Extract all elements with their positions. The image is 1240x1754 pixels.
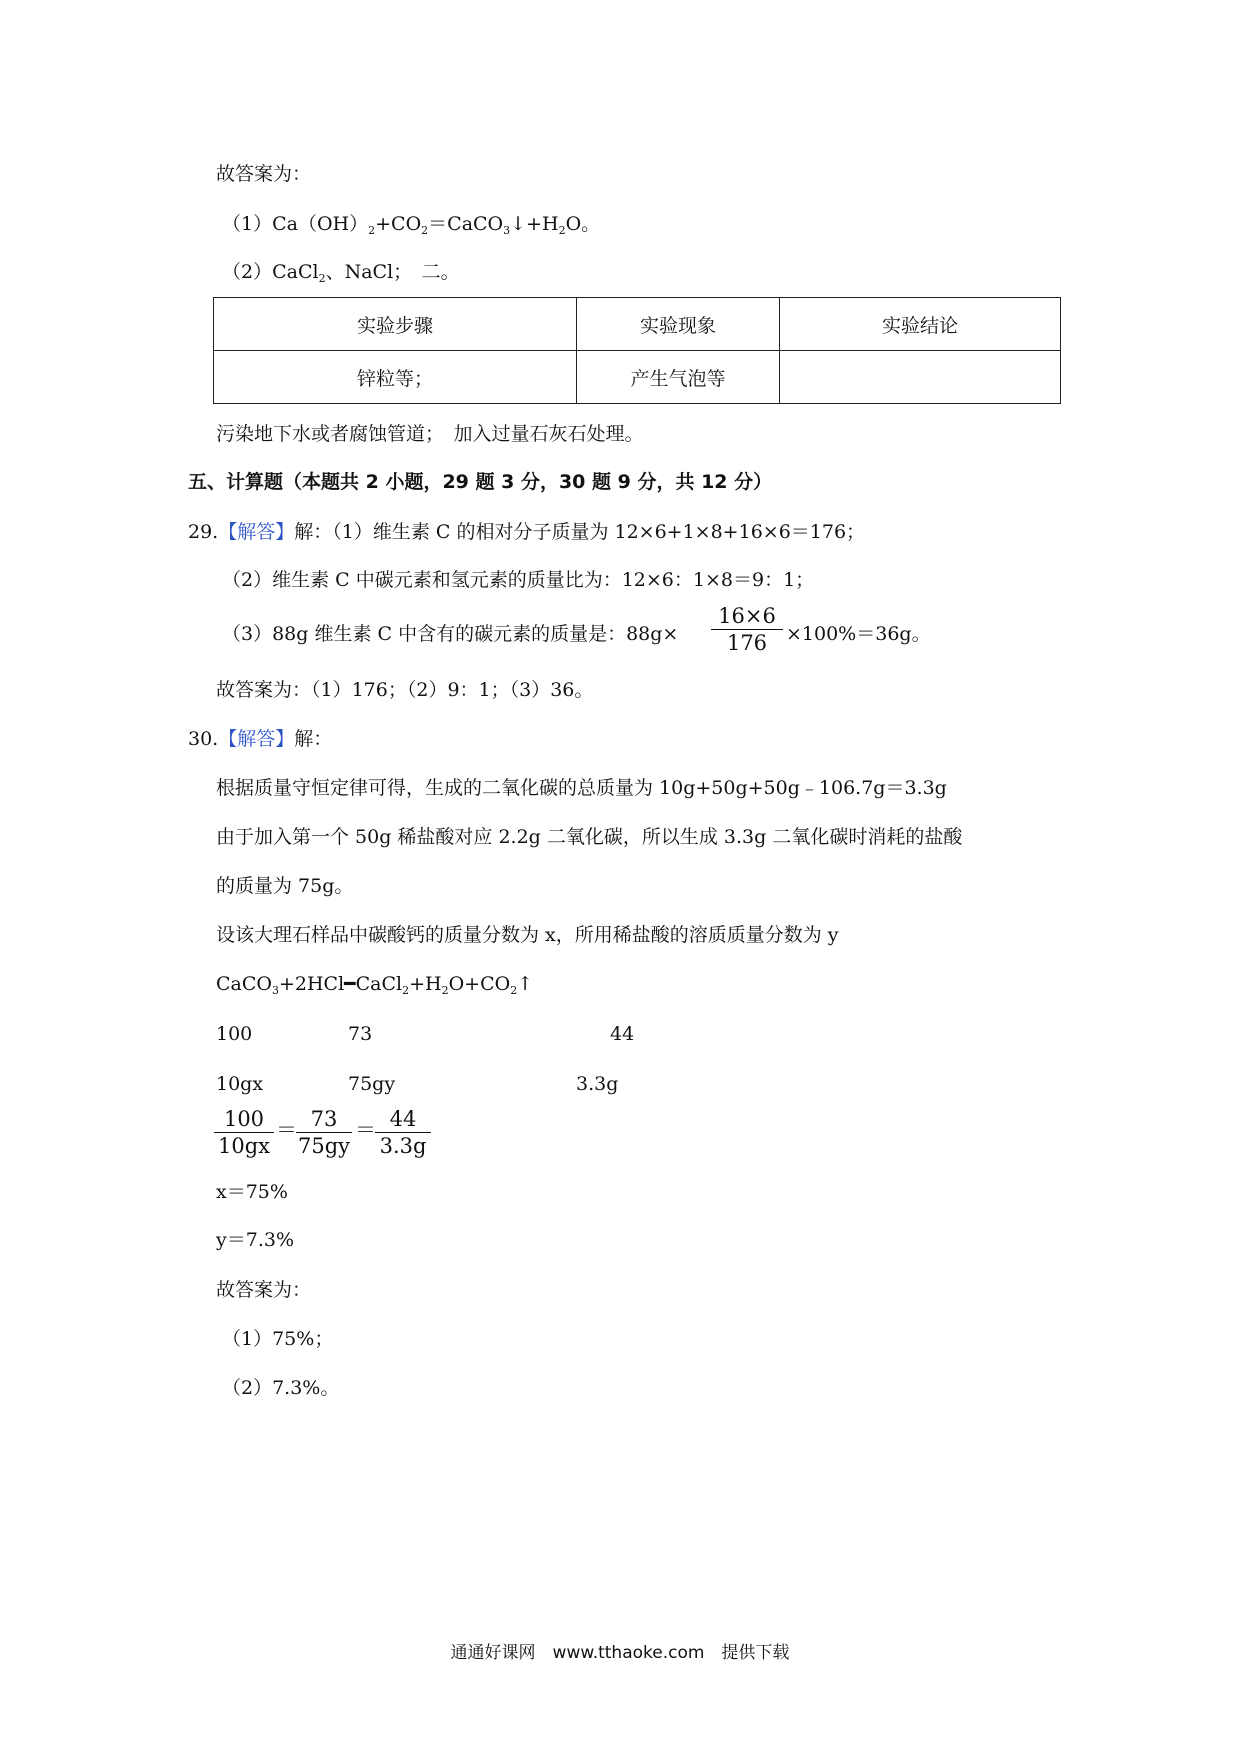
ratio-value: 10gx (216, 1073, 264, 1095)
equals-sign: ＝ (276, 1118, 297, 1142)
table-cell (780, 351, 1061, 404)
ratio-value: 73 (348, 1023, 373, 1045)
q30-paragraph-1: 根据质量守恒定律可得，生成的二氧化碳的总质量为 10g+50g+50g﹣106.7g＝3.3g (216, 777, 947, 799)
q29-line-1: 29.【解答】解：（1）维生素 C 的相对分子质量为 12×6+1×8+16×6＝176； (188, 521, 866, 543)
chemical-equation: $CaCO_3+2HCl━CaCl_2+H_2O+CO_2↑$ (216, 973, 534, 997)
y-result: y＝7.3% (216, 1229, 295, 1251)
answer-heading: 故答案为： (216, 163, 312, 185)
x-result: x＝75% (216, 1181, 288, 1203)
answer-tag: 【解答】 (218, 728, 295, 750)
q29-line-3-prefix: （3）88g 维生素 C 中含有的碳元素的质量是：88g× (222, 623, 679, 645)
page-footer: 通通好课网 www.tthaoke.com 提供下载 (450, 1643, 790, 1663)
answer-line-2: （2）CaCl$_2$、NaCl； 二。 (222, 261, 460, 285)
table-followup-text: 污染地下水或者腐蚀管道； 加入过量石灰石处理。 (216, 423, 644, 445)
fraction-numerator: 16×6 (711, 603, 783, 630)
ratio-value: 100 (216, 1023, 253, 1045)
q30-answer-1: （1）75%； (222, 1328, 334, 1350)
equals-sign: ＝ (355, 1118, 376, 1142)
q30-answer-heading: 故答案为： (216, 1279, 312, 1301)
fraction-denominator: 176 (726, 631, 768, 655)
q29-line-3-suffix: ×100%＝36g。 (786, 623, 931, 645)
fraction-numerator: 73 (296, 1106, 352, 1133)
q29-line-2: （2）维生素 C 中碳元素和氢元素的质量比为：12×6：1×8＝9：1； (222, 569, 815, 591)
fraction-denominator: 10gx (217, 1134, 270, 1158)
table-cell: 产生气泡等 (577, 351, 780, 404)
answer-tag: 【解答】 (218, 521, 295, 543)
section-heading: 五、计算题（本题共 2 小题，29 题 3 分，30 题 9 分，共 12 分） (188, 471, 773, 493)
q29-fraction (711, 603, 783, 656)
q29-answer: 故答案为：（1）176；（2）9：1；（3）36。 (216, 679, 594, 701)
fraction-numerator: 44 (375, 1106, 431, 1133)
proportion-fraction-2 (296, 1106, 352, 1159)
fraction-numerator: 100 (214, 1106, 274, 1133)
ratio-value: 3.3g (576, 1073, 619, 1095)
table-header-cell: 实验步骤 (214, 298, 577, 351)
fraction-denominator: 75gy (297, 1134, 351, 1158)
fraction-denominator: 3.3g (379, 1134, 427, 1158)
q30-paragraph-2: 由于加入第一个 50g 稀盐酸对应 2.2g 二氧化碳，所以生成 3.3g 二氧化碳时消耗的盐酸 (216, 826, 963, 848)
q30-answer-2: （2）7.3%。 (222, 1377, 340, 1399)
table-header-cell: 实验现象 (577, 298, 780, 351)
table-header-cell: 实验结论 (780, 298, 1061, 351)
proportion-fraction-1 (214, 1106, 274, 1159)
experiment-table (213, 297, 1061, 404)
ratio-value: 44 (610, 1023, 635, 1045)
ratio-value: 75gy (348, 1073, 396, 1095)
proportion-fraction-3 (375, 1106, 431, 1159)
table-cell: 锌粒等； (214, 351, 577, 404)
q30-paragraph-3: 的质量为 75g。 (216, 875, 354, 897)
q30-start: 30.【解答】解： (188, 728, 333, 750)
answer-line-1: $(1)Ca(OH)_2+CO_2=CaCO_3↓+H_2O$。 (222, 213, 601, 237)
table-header-row (214, 298, 1061, 351)
q30-paragraph-4: 设该大理石样品中碳酸钙的质量分数为 x，所用稀盐酸的溶质质量分数为 y (216, 924, 839, 946)
table-row (214, 351, 1061, 404)
